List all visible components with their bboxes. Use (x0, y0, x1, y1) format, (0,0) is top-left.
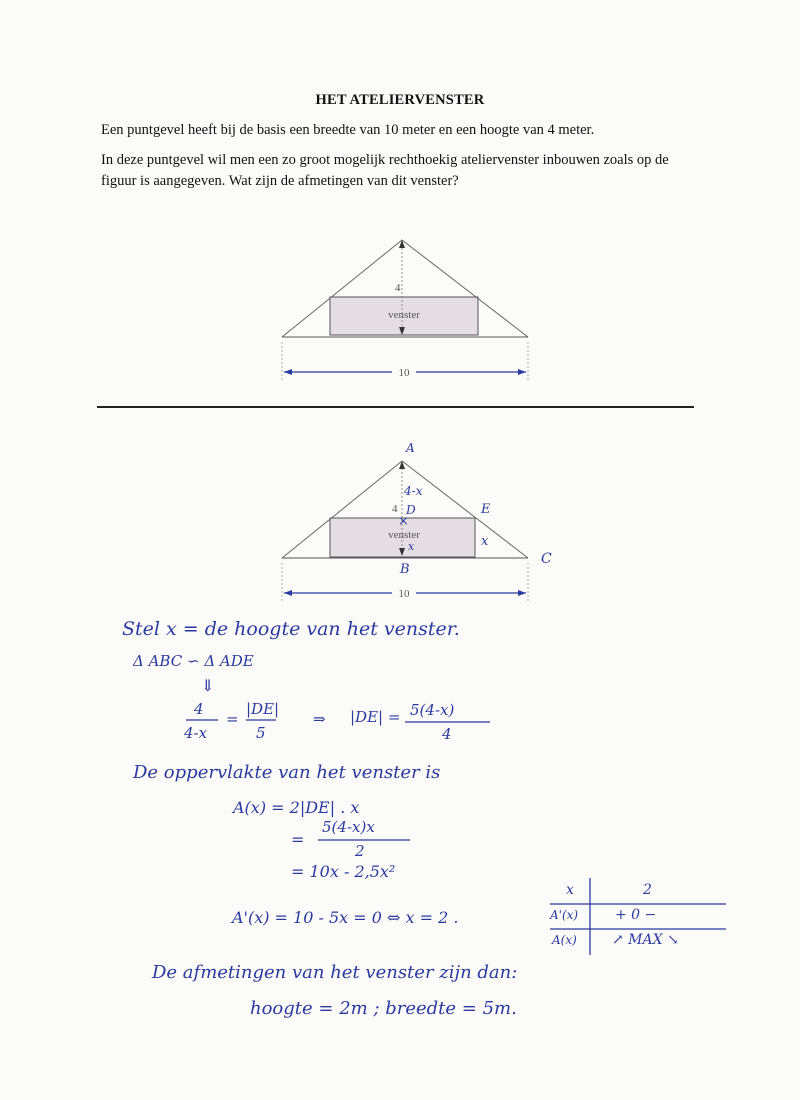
table-row1-label: A'(x) (550, 908, 579, 922)
problem-paragraph-2: In deze puntgevel wil men een zo groot mogelijk rechthoekig ateliervenster inbouwen zoals op de figuur is aangegeven. Wat zijn de afmetingen van dit venster? (101, 152, 669, 189)
problem-paragraph-1: Een puntgevel heeft bij de basis een breedte van 10 meter en een hoogte van 4 meter. (101, 122, 595, 138)
frac4-denominator: 2 (355, 842, 365, 860)
window-label: venster (388, 309, 420, 321)
solution-line-3: De oppervlakte van het venster is (133, 762, 441, 783)
area-formula-3: = 10x - 2,5x² (291, 862, 396, 881)
conclusion-line-1: De afmetingen van het venster zijn dan: (152, 962, 518, 983)
separator-line (97, 406, 694, 408)
point-b-label: B (400, 562, 410, 577)
area-eq-sign: = (291, 830, 305, 849)
upper-segment-label: 4-x (404, 484, 423, 498)
window-label-2: venster (388, 529, 420, 541)
figure-gable-2 (282, 441, 552, 603)
frac-equals: = (226, 710, 239, 728)
table-row2-values: ↗ MAX ↘ (612, 932, 679, 948)
height-label-2: 4 (392, 503, 398, 515)
point-c-label: C (541, 551, 552, 567)
derivative-line: A'(x) = 10 - 5x = 0 ⇔ x = 2 . (232, 908, 459, 927)
frac1-denominator: 4-x (184, 724, 208, 742)
implies-arrow: ⇒ (313, 710, 326, 728)
figure-gable-1 (282, 240, 528, 380)
similarity-line: Δ ABC ∽ Δ ADE (133, 652, 254, 670)
conclusion-line-2: hoogte = 2m ; breedte = 5m. (250, 998, 517, 1019)
frac1-numerator: 4 (194, 700, 204, 718)
table-row1-values: + 0 − (615, 907, 657, 923)
point-d-label: D (406, 503, 416, 517)
frac3-numerator: 5(4-x) (410, 701, 455, 719)
dim-arrow-right (518, 369, 526, 375)
dim-arrow-left-2 (284, 590, 292, 596)
de-lhs: |DE| = (350, 708, 401, 726)
point-e-label: E (481, 502, 491, 517)
table-row2-label: A(x) (552, 933, 577, 947)
width-label-2: 10 (398, 588, 410, 600)
table-header-val: 2 (643, 882, 652, 898)
point-a-label: A (406, 441, 415, 455)
width-label: 10 (398, 367, 410, 379)
right-x-label: x (481, 534, 489, 549)
table-header-var: x (566, 882, 574, 898)
frac2-denominator: 5 (256, 724, 266, 742)
dim-arrow-left (284, 369, 292, 375)
frac4-numerator: 5(4-x)x (322, 818, 375, 836)
dim-arrow-right-2 (518, 590, 526, 596)
problem-title: HET ATELIERVENSTER (315, 92, 485, 108)
solution-line-1: Stel x = de hoogte van het venster. (122, 618, 460, 640)
implies-down-arrow: ⇓ (201, 676, 215, 695)
point-d-cross: × (398, 514, 409, 529)
height-label: 4 (395, 282, 401, 294)
area-formula-1: A(x) = 2|DE| . x (233, 798, 360, 817)
frac2-numerator: |DE| (246, 700, 280, 718)
frac3-denominator: 4 (442, 725, 452, 743)
center-x-label: x (408, 540, 415, 553)
